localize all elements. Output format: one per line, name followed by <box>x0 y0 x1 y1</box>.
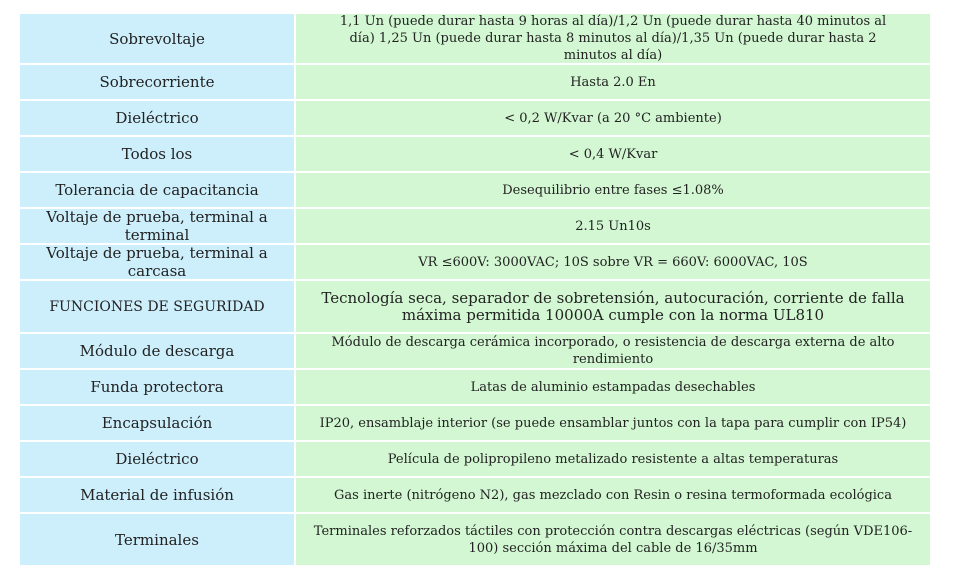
row-value: Latas de aluminio estampadas desechables <box>296 370 930 404</box>
row-value: Hasta 2.0 En <box>296 65 930 99</box>
table-row <box>20 442 930 478</box>
row-label: Todos los <box>20 137 296 171</box>
row-label: Tolerancia de capacitancia <box>20 173 296 207</box>
row-value: Tecnología seca, separador de sobretensión, autocuración, corriente de falla máxima permitida 10000A cumple con la norma UL810 <box>296 281 930 332</box>
table-row <box>20 173 930 209</box>
row-value: 1,1 Un (puede durar hasta 9 horas al día)/1,2 Un (puede durar hasta 40 minutos al día) 1,25 Un (puede durar hasta 8 minutos al día)/1,35 Un (puede durar hasta 2 minutos al día) <box>296 14 930 63</box>
row-label: Funda protectora <box>20 370 296 404</box>
table-row <box>20 406 930 442</box>
row-label: Sobrevoltaje <box>20 14 296 63</box>
table-row <box>20 245 930 281</box>
table-row <box>20 137 930 173</box>
row-value: VR ≤600V: 3000VAC; 10S sobre VR = 660V: 6000VAC, 10S <box>296 245 930 279</box>
row-value: IP20, ensamblaje interior (se puede ensamblar juntos con la tapa para cumplir con IP54) <box>296 406 930 440</box>
row-label: Módulo de descarga <box>20 334 296 368</box>
row-label: Material de infusión <box>20 478 296 512</box>
row-value: < 0,2 W/Kvar (a 20 °C ambiente) <box>296 101 930 135</box>
table-row <box>20 514 930 565</box>
row-label: Dieléctrico <box>20 442 296 476</box>
row-value: Módulo de descarga cerámica incorporado, o resistencia de descarga externa de alto rendimiento <box>296 334 930 368</box>
row-value: < 0,4 W/Kvar <box>296 137 930 171</box>
row-value: 2.15 Un10s <box>296 209 930 243</box>
spec-table <box>20 14 930 565</box>
row-label: Terminales <box>20 514 296 565</box>
row-label: FUNCIONES DE SEGURIDAD <box>20 281 296 332</box>
table-row <box>20 281 930 334</box>
row-label: Encapsulación <box>20 406 296 440</box>
table-row <box>20 101 930 137</box>
table-row <box>20 65 930 101</box>
table-row <box>20 334 930 370</box>
table-row <box>20 209 930 245</box>
row-value: Película de polipropileno metalizado resistente a altas temperaturas <box>296 442 930 476</box>
table-row <box>20 370 930 406</box>
row-value: Gas inerte (nitrógeno N2), gas mezclado con Resin o resina termoformada ecológica <box>296 478 930 512</box>
row-label: Voltaje de prueba, terminal a terminal <box>20 209 296 243</box>
row-label: Voltaje de prueba, terminal a carcasa <box>20 245 296 279</box>
row-label: Dieléctrico <box>20 101 296 135</box>
row-value: Desequilibrio entre fases ≤1.08% <box>296 173 930 207</box>
table-row <box>20 14 930 65</box>
row-label: Sobrecorriente <box>20 65 296 99</box>
row-value: Terminales reforzados táctiles con protección contra descargas eléctricas (según VDE106-100) sección máxima del cable de 16/35mm <box>296 514 930 565</box>
table-row <box>20 478 930 514</box>
